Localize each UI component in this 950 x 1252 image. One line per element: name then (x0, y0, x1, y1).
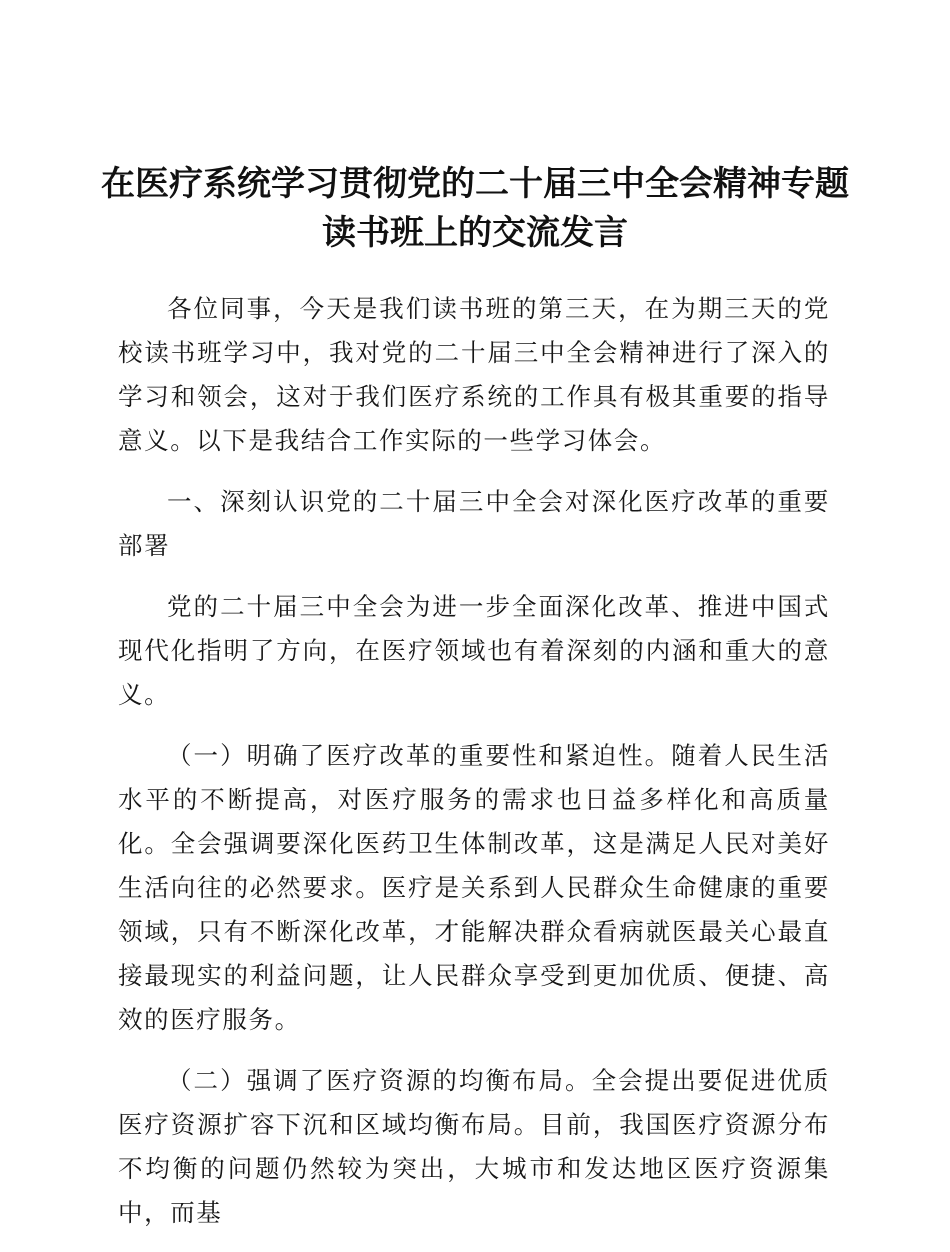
paragraph-overview: 党的二十届三中全会为进一步全面深化改革、推进中国式现代化指明了方向，在医疗领域也有着深刻的内涵和重大的意义。 (118, 592, 830, 709)
paragraph-point-2: （二）强调了医疗资源的均衡布局。全会提出要促进优质医疗资源扩容下沉和区域均衡布局。目前，我国医疗资源分布不均衡的问题仍然较为突出，大城市和发达地区医疗资源集中，而基 (118, 1066, 830, 1227)
section-heading-1: 一、深刻认识党的二十届三中全会对深化医疗改革的重要部署 (118, 487, 830, 560)
document-body (118, 287, 830, 1252)
document-title: 在医疗系统学习贯彻党的二十届三中全会精神专题读书班上的交流发言 (101, 164, 849, 253)
paragraph-intro: 各位同事，今天是我们读书班的第三天，在为期三天的党校读书班学习中，我对党的二十届三中全会精神进行了深入的学习和领会，这对于我们医疗系统的工作具有极其重要的指导意义。以下是我结合工作实际的一些学习体会。 (118, 294, 830, 455)
paragraph-point-1: （一）明确了医疗改革的重要性和紧迫性。随着人民生活水平的不断提高，对医疗服务的需求也日益多样化和高质量化。全会强调要深化医药卫生体制改革，这是满足人民对美好生活向往的必然要求。医疗是关系到人民群众生命健康的重要领域，只有不断深化改革，才能解决群众看病就医最关心最直接最现实的利益问题，让人民群众享受到更加优质、便捷、高效的医疗服务。 (118, 741, 830, 1034)
